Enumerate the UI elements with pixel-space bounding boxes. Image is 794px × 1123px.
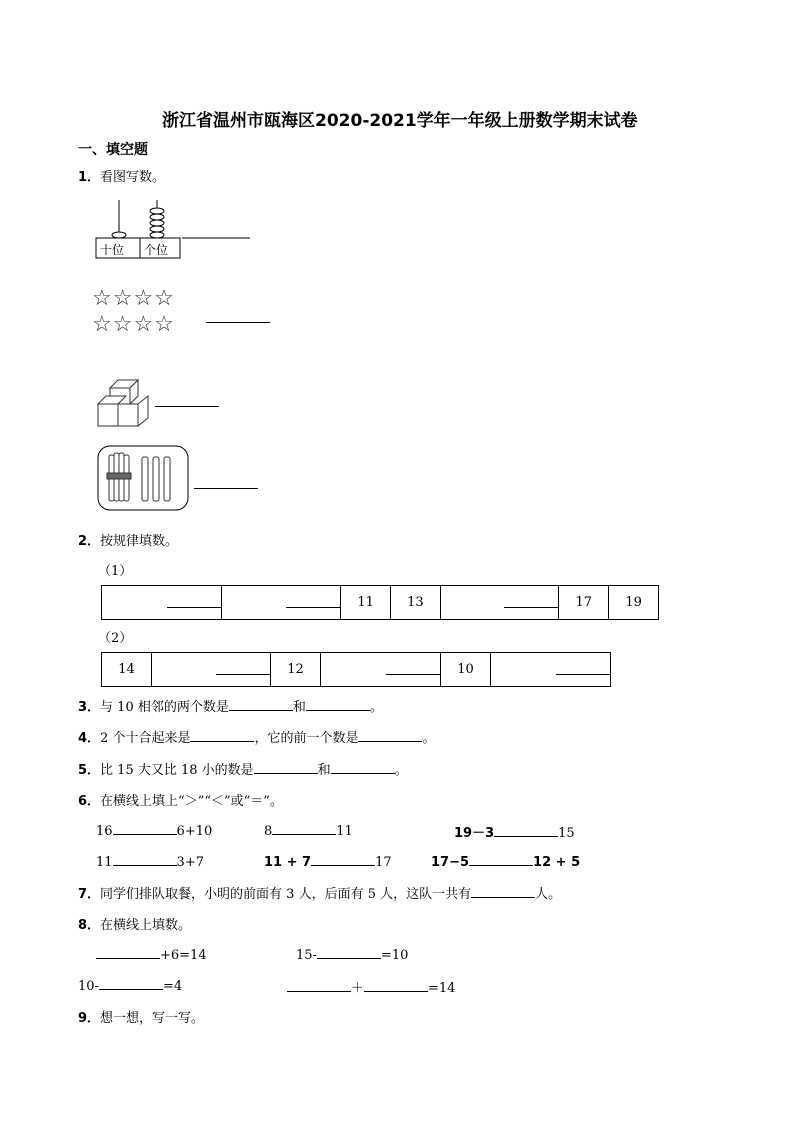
section-heading-fill-in: 一、填空题 xyxy=(78,142,148,158)
question-text: 和 xyxy=(317,763,331,778)
sequence-cell: 19 xyxy=(609,586,659,620)
sequence-cell: 17 xyxy=(559,586,609,620)
sub-question-2: （2） xyxy=(98,631,133,646)
right-expr: 17 xyxy=(375,855,392,870)
answer-line[interactable] xyxy=(272,822,336,835)
answer-line[interactable] xyxy=(556,660,610,675)
expr: 15- xyxy=(296,948,317,963)
question-text: 想一想，写一写。 xyxy=(100,1011,205,1026)
question-number: 7． xyxy=(78,887,101,902)
sequence-table-1 xyxy=(101,585,659,620)
answer-line[interactable] xyxy=(331,761,395,774)
question-text: 在横线上填上“＞”“＜”或“＝”。 xyxy=(100,794,283,809)
left-expr: 11 + 7 xyxy=(264,855,312,870)
expr: 10- xyxy=(78,979,99,994)
answer-line[interactable] xyxy=(113,853,177,866)
expr: ＋ xyxy=(351,981,365,996)
blank-cell[interactable] xyxy=(321,653,441,687)
question-text: 。 xyxy=(394,763,408,778)
question-text: 。 xyxy=(422,731,436,746)
question-number: 5． xyxy=(78,763,101,778)
question-text: 与 10 相邻的两个数是 xyxy=(100,700,229,715)
answer-line[interactable] xyxy=(167,593,221,608)
blank-cell[interactable] xyxy=(152,653,271,687)
answer-line[interactable] xyxy=(99,977,163,990)
expr: +6=14 xyxy=(160,948,207,963)
answer-line[interactable] xyxy=(254,761,318,774)
expr: =14 xyxy=(428,981,456,996)
cubes-figure xyxy=(96,378,152,430)
question-7 xyxy=(78,883,561,902)
compare-item xyxy=(454,822,575,841)
compare-item xyxy=(96,822,212,839)
right-expr: 15 xyxy=(558,826,575,841)
question-number: 8． xyxy=(78,918,101,933)
question-4 xyxy=(78,727,435,746)
right-expr: 3+7 xyxy=(176,855,204,870)
answer-line-sticks[interactable] xyxy=(194,476,258,489)
stars-figure: ☆☆☆☆ ☆☆☆☆ xyxy=(92,286,175,337)
question-text: 在横线上填数。 xyxy=(100,918,192,933)
blank-cell[interactable] xyxy=(221,586,341,620)
compare-item xyxy=(96,853,204,870)
abacus-label-tens: 十位 xyxy=(100,243,125,257)
page-title: 浙江省温州市瓯海区2020-2021学年一年级上册数学期末试卷 xyxy=(162,111,638,131)
answer-line[interactable] xyxy=(386,660,440,675)
sequence-cell: 10 xyxy=(441,653,491,687)
fill-item xyxy=(96,946,207,963)
question-2 xyxy=(78,530,178,549)
left-expr: 8 xyxy=(264,824,273,839)
question-5 xyxy=(78,759,408,778)
left-expr: 17−5 xyxy=(431,855,470,870)
answer-line[interactable] xyxy=(229,698,293,711)
compare-item xyxy=(264,822,353,839)
answer-line[interactable] xyxy=(311,853,375,866)
fill-item xyxy=(78,977,182,994)
answer-line[interactable] xyxy=(504,593,558,608)
question-1 xyxy=(78,166,165,185)
answer-line-cubes[interactable] xyxy=(155,394,219,407)
fill-item xyxy=(296,946,408,963)
question-number: 9． xyxy=(78,1011,101,1026)
question-6 xyxy=(78,790,283,809)
answer-line[interactable] xyxy=(287,979,351,992)
right-expr: 12 + 5 xyxy=(533,855,581,870)
answer-line[interactable] xyxy=(286,593,340,608)
answer-line[interactable] xyxy=(358,729,422,742)
left-expr: 19－3 xyxy=(454,826,495,841)
blank-cell[interactable] xyxy=(440,586,559,620)
question-text: 按规律填数。 xyxy=(100,534,179,549)
expr: =10 xyxy=(380,948,409,963)
question-text: 人。 xyxy=(535,887,562,902)
answer-line[interactable] xyxy=(364,979,428,992)
question-number: 2． xyxy=(78,534,101,549)
fill-item xyxy=(287,977,455,996)
question-text: 。 xyxy=(369,700,383,715)
answer-line[interactable] xyxy=(216,660,270,675)
blank-cell[interactable] xyxy=(491,653,611,687)
answer-line[interactable] xyxy=(469,853,533,866)
sequence-table-2 xyxy=(101,652,611,687)
answer-line[interactable] xyxy=(471,885,535,898)
left-expr: 11 xyxy=(96,855,113,870)
left-expr: 16 xyxy=(96,824,113,839)
answer-line[interactable] xyxy=(96,946,160,959)
question-text: ，它的前一个数是 xyxy=(254,731,359,746)
blank-cell[interactable] xyxy=(102,586,222,620)
sequence-cell: 13 xyxy=(390,586,440,620)
question-text: 比 15 大又比 18 小的数是 xyxy=(100,763,254,778)
sub-question-1: （1） xyxy=(98,564,133,579)
question-number: 1． xyxy=(78,170,101,185)
sequence-cell: 12 xyxy=(271,653,321,687)
question-3 xyxy=(78,696,383,715)
abacus-label-ones: 个位 xyxy=(144,243,169,257)
sequence-cell: 14 xyxy=(102,653,152,687)
answer-line[interactable] xyxy=(317,946,381,959)
question-9 xyxy=(78,1007,204,1026)
question-number: 3． xyxy=(78,700,101,715)
compare-item xyxy=(431,853,580,870)
question-number: 6． xyxy=(78,794,101,809)
question-text: 2 个十合起来是 xyxy=(100,731,191,746)
answer-line[interactable] xyxy=(494,824,558,837)
compare-item xyxy=(264,853,392,870)
question-text: 看图写数。 xyxy=(100,170,166,185)
answer-line[interactable] xyxy=(190,729,254,742)
question-text: 同学们排队取餐，小明的前面有 3 人，后面有 5 人，这队一共有 xyxy=(100,887,472,902)
question-number: 4． xyxy=(78,731,101,746)
right-expr: 11 xyxy=(336,824,353,839)
question-text: 和 xyxy=(292,700,306,715)
sequence-cell: 11 xyxy=(341,586,391,620)
question-8 xyxy=(78,914,191,933)
expr: =4 xyxy=(162,979,183,994)
answer-line-stars[interactable] xyxy=(206,310,270,323)
answer-line[interactable] xyxy=(113,822,177,835)
answer-line[interactable] xyxy=(306,698,370,711)
sticks-figure xyxy=(97,445,189,511)
right-expr: 6+10 xyxy=(176,824,213,839)
